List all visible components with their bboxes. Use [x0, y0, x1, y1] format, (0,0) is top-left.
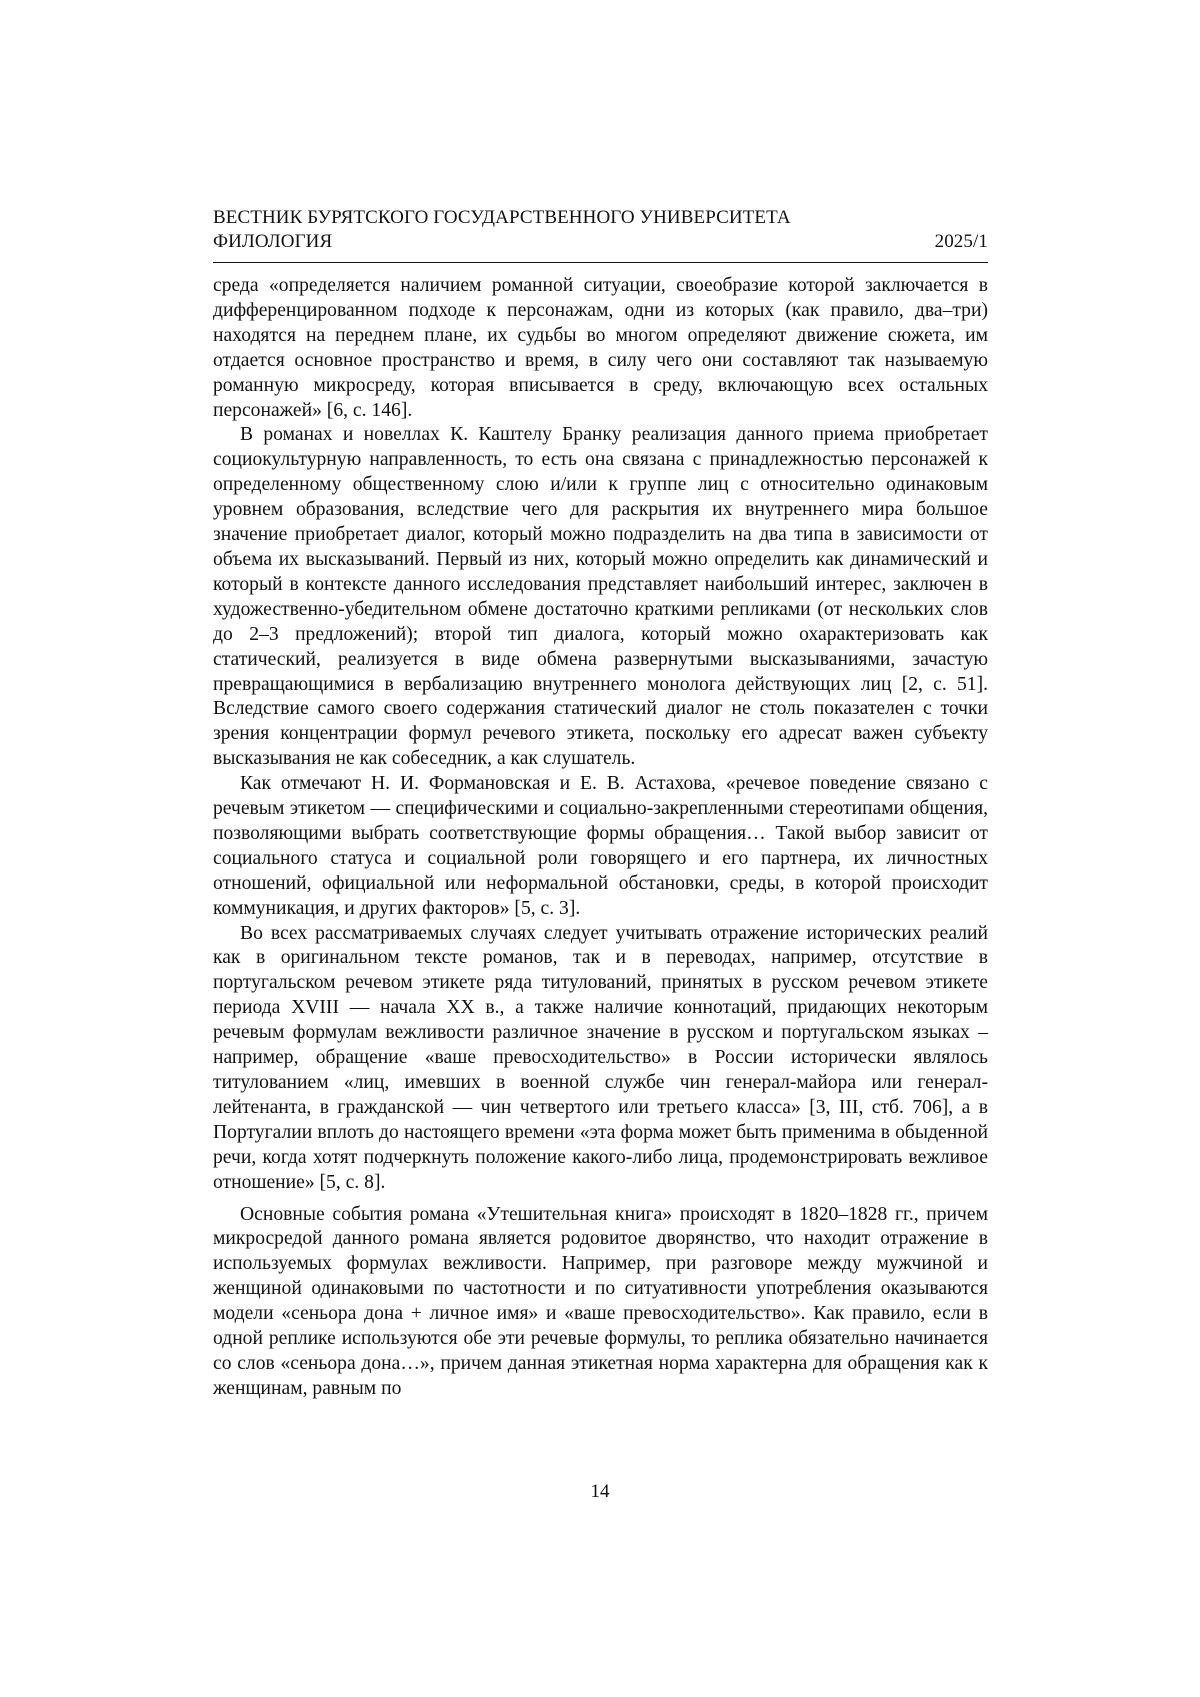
paragraph: В романах и новеллах К. Каштелу Бранку реализация данного приема приобретает социокультурную направленность, то есть она связана с принадлежностью персонажей к определенному общественному слою и/или к группе лиц с относительно одинаковым уровнем образования, вследствие чего для раскрытия их внутреннего мира большое значение приобретает диалог, который можно подразделить на два типа в зависимости от объема их высказываний. Первый из них, который можно определить как динамический и который в контексте данного исследования представляет наибольший интерес, заключен в художественно-убедительном обмене достаточно краткими репликами (от нескольких слов до 2–3 предложений); второй тип диалога, который можно охарактеризовать как статический, реализуется в виде обмена развернутыми высказываниями, зачастую превращающимися в вербализацию внутреннего монолога действующих лиц [2, с. 51]. Вследствие самого своего содержания статический диалог не столь показателен с точки зрения концентрации формул речевого этикета, поскольку его адресат важен субъекту высказывания не как собеседник, а как слушатель. [213, 424, 988, 770]
section-name: ФИЛОЛОГИЯ [213, 231, 333, 252]
running-header [213, 206, 988, 254]
paragraph: Во всех рассматриваемых случаях следует учитывать отражение исторических реалий как в оригинальном тексте романов, так и в переводах, например, отсутствие в португальском речевом этикете ряда титулований, принятых в русском речевом этикете периода XVIII — начала XX в., а также наличие коннотаций, придающих некоторым речевым формулам вежливости различное значение в русском и португальском языках – например, обращение «ваше превосходительство» в России исторически являлось титулованием «лиц, имевших в военной службе чин генерал-майора или генерал-лейтенанта, в гражданской — чин четвертого или третьего класса» [3, III, стб. 706], а в Португалии вплоть до настоящего времени «эта форма может быть применима в обыденной речи, когда хотят подчеркнуть положение какого-либо лица, продемонстрировать вежливое отношение» [5, с. 8]. [213, 922, 988, 1193]
header-rule [213, 262, 988, 263]
article-body [213, 274, 988, 1402]
paragraph: Основные события романа «Утешительная книга» происходят в 1820–1828 гг., причем микросредой данного романа является родовитое дворянство, что находит отражение в используемых формулах вежливости. Например, при разговоре между мужчиной и женщиной одинаковыми по частотности и по ситуативности употребления оказываются модели «сеньора дона + личное имя» и «ваше превосходительство». Как правило, если в одной реплике используются обе эти речевые формулы, то реплика обязательно начинается со слов «сеньора дона…», причем данная этикетная норма характерна для обращения как к женщинам, равным по [213, 1203, 988, 1399]
paragraph-continuation: среда «определяется наличием романной ситуации, своеобразие которой заключается в дифференцированном подходе к персонажам, одни из которых (как правило, два–три) находятся на переднем плане, их судьбы во многом определяют движение сюжета, им отдается основное пространство и время, в силу чего они составляют так называемую романную микросреду, которая вписывается в среду, включающую всех остальных персонажей» [6, с. 146]. [213, 275, 988, 421]
issue-number: 2025/1 [934, 231, 988, 252]
page-number: 14 [590, 1481, 610, 1502]
journal-title: ВЕСТНИК БУРЯТСКОГО ГОСУДАРСТВЕННОГО УНИВЕРСИТЕТА [213, 207, 791, 228]
paragraph: Как отмечают Н. И. Формановская и Е. В. Астахова, «речевое поведение связано с речевым этикетом — специфическими и социально-закрепленными стереотипами общения, позволяющими выбрать соответствующие формы обращения… Такой выбор зависит от социального статуса и социальной роли говорящего и его партнера, их личностных отношений, официальной или неформальной обстановки, среды, в которой происходит коммуникация, и других факторов» [5, с. 3]. [213, 773, 988, 919]
